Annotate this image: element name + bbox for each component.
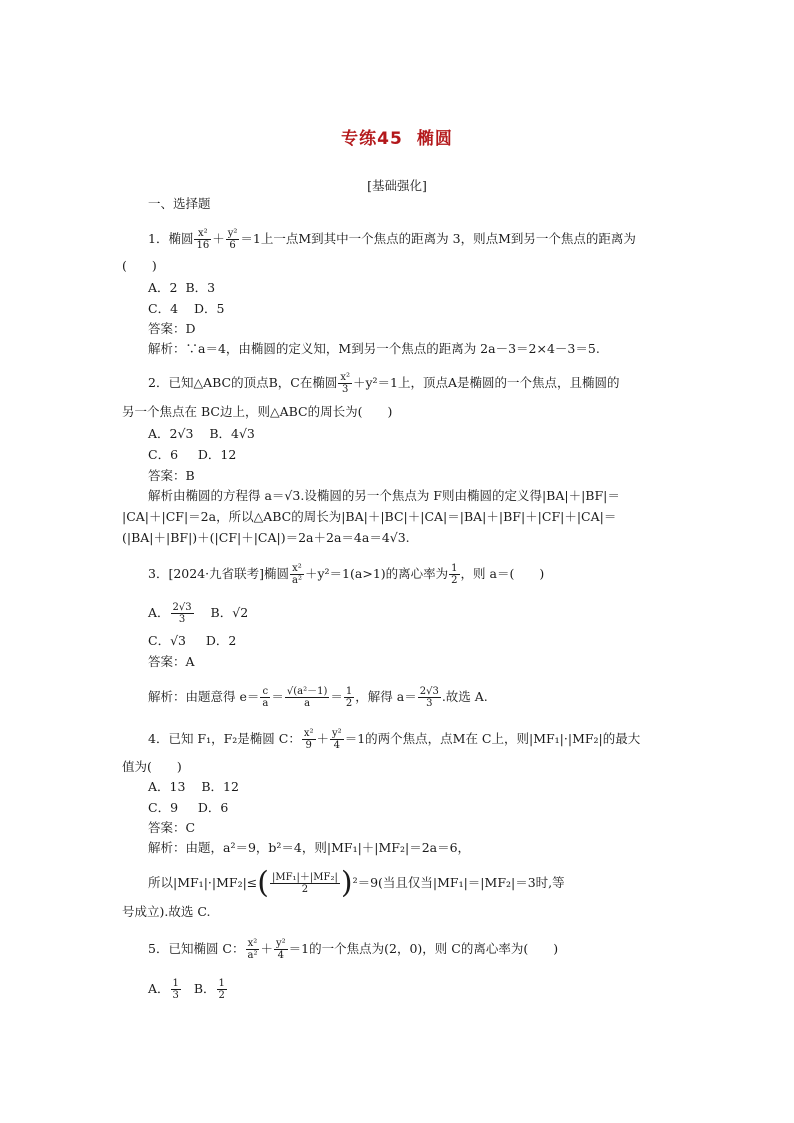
q4-analysis-1: 解析：由题，a²＝9，b²＝4，则|MF₁|＋|MF₂|＝2a＝6， [148, 840, 471, 855]
q3-answer: 答案：A [148, 654, 195, 669]
q4-options-cd: C．9 D．6 [148, 800, 229, 815]
q2-options-cd: C．6 D．12 [148, 447, 237, 462]
q1-options-cd: C．4 D．5 [148, 301, 225, 316]
q2-analysis-3: (|BA|＋|BF|)＋(|CF|＋|CA|)＝2a＋2a＝4a＝4√3. [122, 530, 410, 545]
question-2: 2．已知△ABC的顶点B，C在椭圆 $\frac{\text{x²}}{3}$ ＋y²＝1上，顶点A是椭圆的一个焦点，且椭圆的 [148, 372, 620, 395]
q2-analysis-2: |CA|＋|CF|＝2a，所以△ABC的周长为|BA|＋|BC|＋|CA|＝|BA|＋|BF|＋|CF|＋|CA|＝ [122, 509, 617, 524]
title-code: 专练45 [341, 129, 403, 149]
question-5: 5．已知椭圆 C： $\frac{\text{x²}}{\text{a²}}$ ＋ $\frac{\text{y²}}{4}$ ＝1的一个焦点为(2，0)，则 C的离心率为( ) [148, 938, 559, 961]
q2-answer: 答案：B [148, 468, 195, 483]
q3-options-ab: A． $\frac{2√3}{3}$ B．√2 [148, 602, 249, 625]
q5-options-ab: A． $\frac{1}{3}$ B． $\frac{1}{2}$ [148, 978, 225, 1001]
q4-analysis-3: 号成立).故选 C. [122, 904, 211, 919]
section-tag: [基础强化] [367, 178, 427, 193]
question-1: 1．椭圆 $\frac{\text{x²}}{16}$ ＋ $\frac{\text{y²}}{6}$ ＝1上一点M到其中一个焦点的距离为 3，则点M到另一个焦点的距离为 [148, 228, 636, 251]
q3-analysis: 解析：由题意得 e＝ $\frac{c}{a}$ ＝ $\frac{\text{√(a²－1)}}{a}$ ＝ $\frac{1}{2}$ ，解得 a＝ $\frac{2√3}{3}$ .故选 A. [148, 686, 488, 709]
q1-analysis: 解析：∵a＝4，由椭圆的定义知，M到另一个焦点的距离为 2a－3＝2×4－3＝5. [148, 341, 600, 356]
q2-options-ab: A．2√3 B．4√3 [148, 426, 255, 441]
question-2-line2: 另一个焦点在 BC边上，则△ABC的周长为( ) [122, 404, 393, 419]
section-heading: 一、选择题 [148, 196, 211, 211]
question-3: 3．[2024·九省联考]椭圆 $\frac{\text{x²}}{\text{a²}}$ ＋y²＝1(a>1)的离心率为 $\frac{1}{2}$ ，则 a＝( ) [148, 563, 545, 586]
q1-options-ab: A．2 B．3 [148, 280, 216, 295]
q4-options-ab: A．13 B．12 [148, 779, 239, 794]
title-topic: 椭圆 [416, 129, 453, 149]
question-4-line2: 值为( ) [122, 759, 182, 774]
page-title [0, 124, 794, 149]
q1-answer: 答案：D [148, 321, 196, 336]
question-1-paren: ( ) [122, 258, 157, 273]
q4-analysis-2: 所以|MF₁|·|MF₂|≤( $\frac{\text{|MF₁|＋|MF₂|}}{2}$ )²＝9(当且仅当|MF₁|＝|MF₂|＝3时,等 [148, 865, 565, 901]
q3-options-cd: C．√3 D．2 [148, 633, 237, 648]
q4-answer: 答案：C [148, 820, 196, 835]
question-4: 4．已知 F₁，F₂是椭圆 C： $\frac{\text{x²}}{9}$ ＋ $\frac{\text{y²}}{4}$ ＝1的两个焦点，点M在 C上，则|MF₁|·|MF₂|的最大 [148, 728, 641, 751]
q2-analysis-1: 解析由椭圆的方程得 a＝√3.设椭圆的另一个焦点为 F则由椭圆的定义得|BA|＋|BF|＝ [148, 488, 620, 503]
